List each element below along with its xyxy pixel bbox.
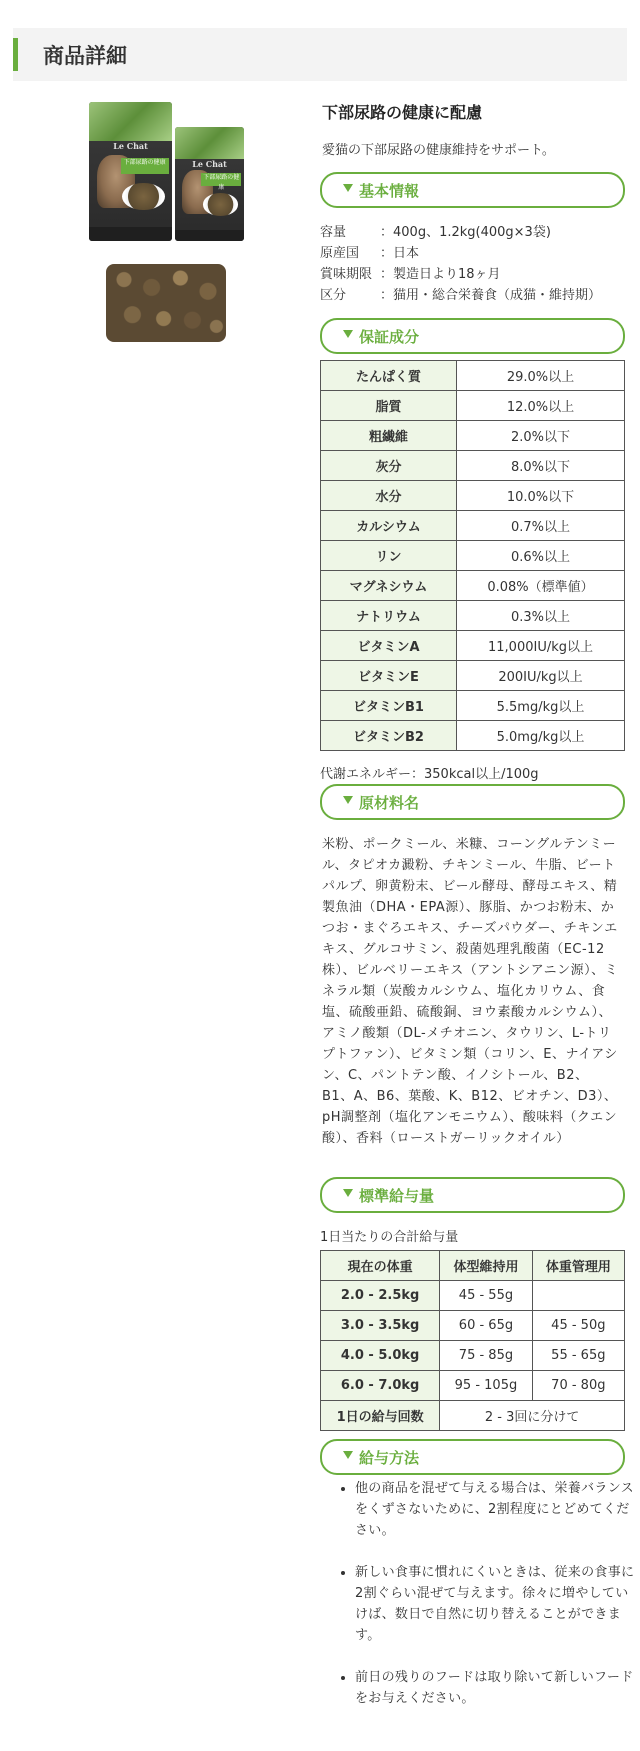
- section-feeding: 標準給与量: [320, 1177, 625, 1213]
- nutrient-value: 200IU/kg以上: [457, 661, 625, 691]
- table-row: [321, 631, 625, 661]
- energy-text: 代謝エネルギー：350kcal以上/100g: [320, 767, 539, 782]
- nutrient-value: 0.3%以上: [457, 601, 625, 631]
- nutrient-value: 11,000IU/kg以上: [457, 631, 625, 661]
- nutrient-name: マグネシウム: [321, 571, 457, 601]
- table-row: [321, 391, 625, 421]
- kibble-photo[interactable]: [106, 264, 226, 342]
- nutrient-value: 29.0%以上: [457, 361, 625, 391]
- section-basic-info: 基本情報: [320, 172, 625, 208]
- product-package-small-image[interactable]: [175, 127, 244, 241]
- table-row: [321, 451, 625, 481]
- table-row: [321, 691, 625, 721]
- nutrient-name: 灰分: [321, 451, 457, 481]
- nutrient-value: 2.0%以下: [457, 421, 625, 451]
- nutrient-name: 水分: [321, 481, 457, 511]
- nutrient-value: 5.5mg/kg以上: [457, 691, 625, 721]
- table-row: 1日の給与回数 2 - 3回に分けて: [321, 1401, 625, 1431]
- feeding-header: 体型維持用: [440, 1251, 532, 1281]
- section-guarantee: 保証成分: [320, 318, 625, 354]
- header-accent-bar: [13, 38, 18, 71]
- nutrient-name: リン: [321, 541, 457, 571]
- info-row: 賞味期限 ：製造日より18ヶ月: [320, 267, 501, 282]
- nutrient-value: 0.6%以上: [457, 541, 625, 571]
- nutrient-name: ビタミンE: [321, 661, 457, 691]
- table-row: [321, 511, 625, 541]
- table-row: [321, 571, 625, 601]
- package-brand: Le Chat: [113, 140, 148, 151]
- triangle-down-icon: [343, 1451, 353, 1459]
- nutrient-name: たんぱく質: [321, 361, 457, 391]
- nutrient-name: ビタミンA: [321, 631, 457, 661]
- basic-info-list: [320, 222, 601, 306]
- table-row: [321, 361, 625, 391]
- table-row: [321, 601, 625, 631]
- nutrient-value: 8.0%以下: [457, 451, 625, 481]
- ingredients-text: 米粉、ポークミール、米糠、コーングルテンミール、タピオカ澱粉、チキンミール、牛脂、ビートパルプ、卵黄粉末、ビール酵母、酵母エキス、精製魚油（DHA・EPA源）、豚脂、かつお粉末、かつお・まぐろエキス、チーズパウダー、チキンエキス、グルコサミン、殺菌処理乳酸菌（EC-12株）、ビルベリーエキス（アントシアニン源）、ミネラル類（炭酸カルシウム、塩化カリウム、食塩、硫酸亜鉛、硫酸銅、ヨウ素酸カルシウム）、アミノ酸類（DL-メチオニン、タウリン、L-トリプトファン）、ビタミン類（コリン、E、ナイアシン、C、パントテン酸、イノシトール、B2、B1、A、B6、葉酸、K、B12、ビオチン、D3）、pH調整剤（塩化アンモニウム）、酸味料（クエン酸）、香料（ローストガーリックオイル）: [322, 837, 619, 1146]
- nutrient-value: 12.0%以上: [457, 391, 625, 421]
- feeding-table: [320, 1250, 625, 1431]
- package-label: 下部尿路の健康: [121, 158, 169, 175]
- package-brand-small: Le Chat: [192, 158, 227, 169]
- nutrient-name: ビタミンB1: [321, 691, 457, 721]
- table-row: [321, 661, 625, 691]
- nutrient-value: 0.08%（標準値）: [457, 571, 625, 601]
- list-item: • 他の商品を混ぜて与える場合は、栄養バランスをくずさないために、2割程度にとどめてください。: [355, 1478, 635, 1541]
- table-row: 3.0 - 3.5kg 60 - 65g 45 - 50g: [321, 1311, 625, 1341]
- nutrient-value: 0.7%以上: [457, 511, 625, 541]
- nutrient-name: カルシウム: [321, 511, 457, 541]
- nutrient-table: [320, 360, 625, 751]
- nutrient-name: 粗繊維: [321, 421, 457, 451]
- triangle-down-icon: [343, 796, 353, 804]
- package-label-small: 下部尿路の健康: [201, 173, 241, 187]
- table-row: [321, 481, 625, 511]
- feeding-header: 体重管理用: [532, 1251, 624, 1281]
- info-row: 容量 ：400g、1.2kg(400g×3袋): [320, 225, 551, 240]
- nutrient-name: ビタミンB2: [321, 721, 457, 751]
- table-row: [321, 421, 625, 451]
- feeding-method-list: [340, 1478, 635, 1730]
- section-ingredients: 原材料名: [320, 784, 625, 820]
- feeding-note: 1日当たりの合計給与量: [320, 1230, 459, 1245]
- triangle-down-icon: [343, 1189, 353, 1197]
- page-title: 商品詳細: [43, 44, 127, 68]
- list-item: • 新しい食事に慣れにくいときは、従来の食事に2割ぐらい混ぜて与えます。徐々に増やしていけば、数日で自然に切り替えることができます。: [355, 1562, 635, 1646]
- product-package-large-image[interactable]: [89, 102, 172, 241]
- nutrient-value: 5.0mg/kg以上: [457, 721, 625, 751]
- nutrient-name: ナトリウム: [321, 601, 457, 631]
- product-heading: 下部尿路の健康に配慮: [322, 103, 483, 122]
- info-row: 原産国 ：日本: [320, 246, 420, 261]
- table-row: [321, 721, 625, 751]
- section-method: 給与方法: [320, 1439, 625, 1475]
- table-row: 6.0 - 7.0kg 95 - 105g 70 - 80g: [321, 1371, 625, 1401]
- product-intro: 愛猫の下部尿路の健康維持をサポート。: [322, 143, 555, 158]
- page-header: [13, 28, 627, 81]
- triangle-down-icon: [343, 184, 353, 192]
- triangle-down-icon: [343, 330, 353, 338]
- list-item: • 前日の残りのフードは取り除いて新しいフードをお与えください。: [355, 1667, 635, 1709]
- table-row: 4.0 - 5.0kg 75 - 85g 55 - 65g: [321, 1341, 625, 1371]
- nutrient-name: 脂質: [321, 391, 457, 421]
- table-row: [321, 541, 625, 571]
- feeding-header: 現在の体重: [321, 1251, 440, 1281]
- info-row: 区分 ：猫用・総合栄養食（成猫・維持期）: [320, 288, 602, 303]
- table-row: 2.0 - 2.5kg 45 - 55g: [321, 1281, 625, 1311]
- nutrient-value: 10.0%以下: [457, 481, 625, 511]
